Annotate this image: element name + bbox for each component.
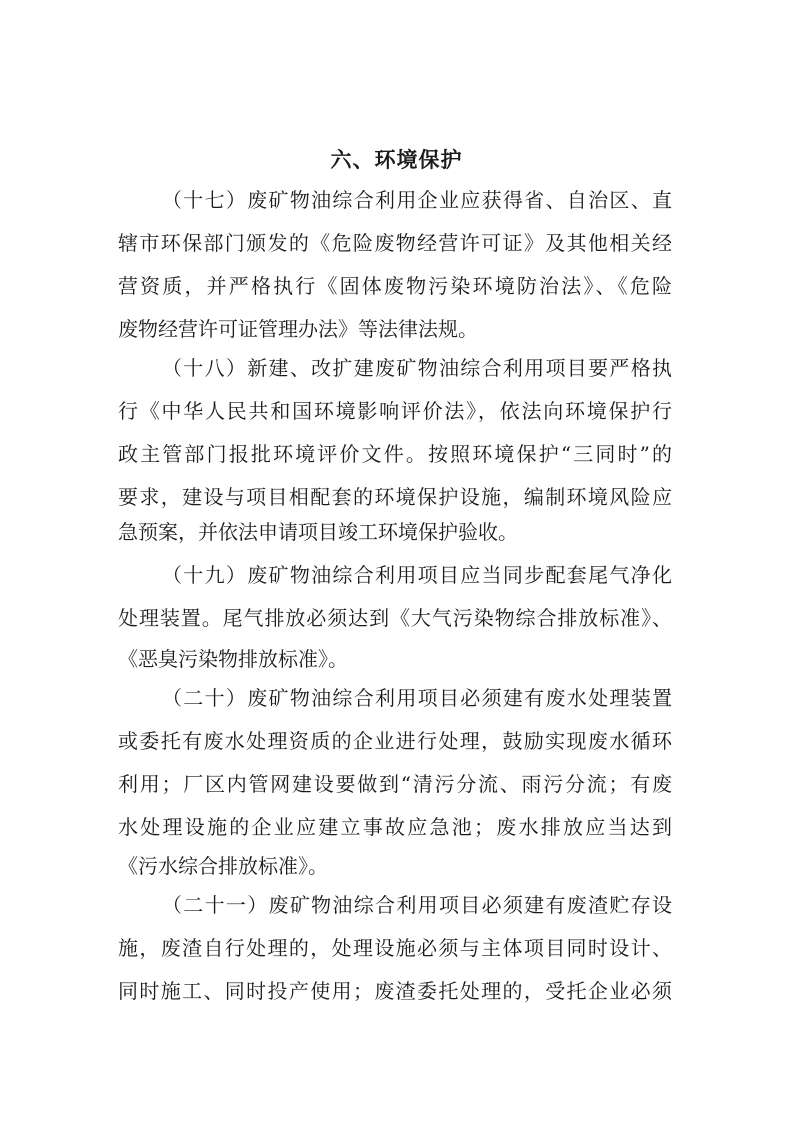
paragraph-19-line-1: （十九）废矿物油综合利用项目应当同步配套尾气净化 — [162, 563, 672, 587]
paragraph-20-line-3: 利用；厂区内管网建设要做到“清污分流、雨污分流；有废 — [118, 772, 672, 796]
paragraph-17-line-4: 废物经营许可证管理办法》等法律法规。 — [118, 317, 478, 341]
paragraph-18-line-5: 急预案，并依法申请项目竣工环境保护验收。 — [118, 520, 518, 544]
paragraph-20-line-1: （二十）废矿物油综合利用项目必须建有废水处理装置 — [162, 686, 672, 710]
paragraph-18-line-1: （十八）新建、改扩建废矿物油综合利用项目要严格执 — [162, 356, 672, 380]
paragraph-18-line-2: 行《中华人民共和国环境影响评价法》，依法向环境保护行 — [118, 399, 672, 423]
paragraph-21-line-3: 同时施工、同时投产使用；废渣委托处理的，受托企业必须 — [118, 979, 672, 1003]
paragraph-17-line-3: 营资质，并严格执行《固体废物污染环境防治法》、《危险 — [118, 274, 672, 298]
paragraph-19-line-3: 《恶臭污染物排放标准》。 — [118, 647, 348, 671]
paragraph-18-line-3: 政主管部门报批环境评价文件。按照环境保护“三同时”的 — [118, 442, 672, 466]
paragraph-21-line-1: （二十一）废矿物油综合利用项目必须建有废渣贮存设 — [162, 893, 672, 917]
paragraph-20-line-4: 水处理设施的企业应建立事故应急池；废水排放应当达到 — [118, 815, 672, 839]
paragraph-20-line-5: 《污水综合排放标准》。 — [118, 854, 328, 878]
paragraph-18-line-4: 要求，建设与项目相配套的环境保护设施，编制环境风险应 — [118, 485, 672, 509]
paragraph-17-line-1: （十七）废矿物油综合利用企业应获得省、自治区、直 — [162, 188, 672, 212]
paragraph-19-line-2: 处理装置。尾气排放必须达到《大气污染物综合排放标准》、 — [118, 606, 672, 630]
paragraph-20-line-2: 或委托有废水处理资质的企业进行处理，鼓励实现废水循环 — [118, 729, 672, 753]
paragraph-17-line-2: 辖市环保部门颁发的《危险废物经营许可证》及其他相关经 — [118, 231, 672, 255]
section-title: 六、环境保护 — [330, 148, 463, 172]
paragraph-21-line-2: 施，废渣自行处理的，处理设施必须与主体项目同时设计、 — [118, 936, 672, 960]
